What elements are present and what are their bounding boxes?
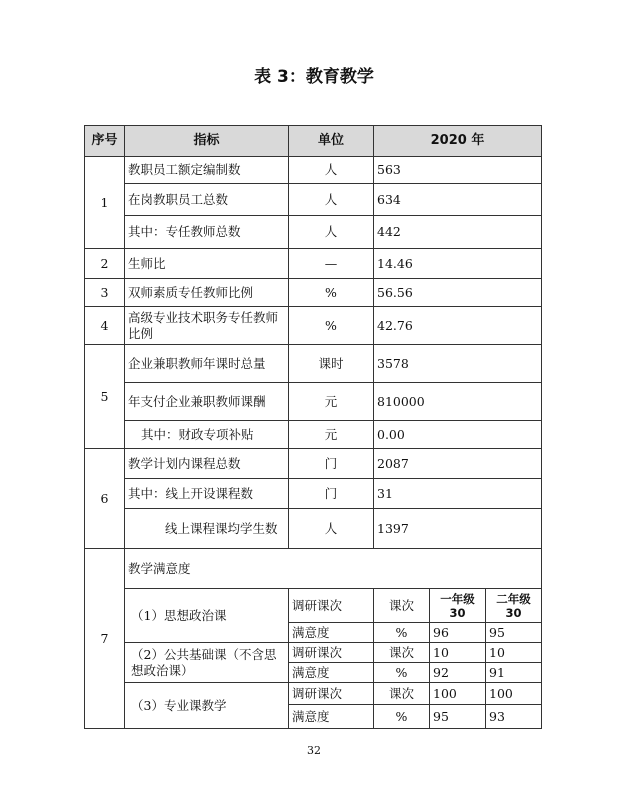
- metric-label: 满意度: [289, 705, 374, 729]
- row-indicator: 线上课程课均学生数: [125, 509, 289, 549]
- grade1-header: 一年级30: [430, 589, 486, 623]
- satisfaction-heading: 教学满意度: [125, 549, 542, 589]
- metric-unit: %: [374, 663, 430, 683]
- row-unit: 人: [289, 216, 374, 249]
- table-row: [85, 216, 542, 249]
- grade1-value: 100: [430, 683, 486, 705]
- row-unit: 课时: [289, 345, 374, 383]
- satisfaction-heading-row: [85, 549, 542, 589]
- row-unit: —: [289, 249, 374, 279]
- table-row: [85, 249, 542, 279]
- course-name: （2）公共基础课（不含思想政治课）: [125, 643, 289, 683]
- row-unit: %: [289, 279, 374, 307]
- row-value: 442: [374, 216, 542, 249]
- row-unit: 门: [289, 479, 374, 509]
- row-indicator: 其中：财政专项补贴: [125, 421, 289, 449]
- grade2-header: 二年级30: [486, 589, 542, 623]
- grade1-value: 96: [430, 623, 486, 643]
- row-indicator: 其中：线上开设课程数: [125, 479, 289, 509]
- course-name: （3）专业课教学: [125, 683, 289, 729]
- metric-unit: 课次: [374, 643, 430, 663]
- table-row: [85, 279, 542, 307]
- table-row: [85, 383, 542, 421]
- row-value: 2087: [374, 449, 542, 479]
- row-indicator: 教职员工额定编制数: [125, 157, 289, 184]
- table-row: [85, 345, 542, 383]
- row-unit: 人: [289, 184, 374, 216]
- row-indicator: 生师比: [125, 249, 289, 279]
- table-row: [85, 307, 542, 345]
- row-seq: 3: [85, 279, 125, 307]
- grade2-value: 95: [486, 623, 542, 643]
- row-unit: %: [289, 307, 374, 345]
- row-indicator: 高级专业技术职务专任教师比例: [125, 307, 289, 345]
- row-value: 14.46: [374, 249, 542, 279]
- row-indicator: 双师素质专任教师比例: [125, 279, 289, 307]
- row-unit: 门: [289, 449, 374, 479]
- grade1-value: 95: [430, 705, 486, 729]
- row-value: 563: [374, 157, 542, 184]
- course-name: （1）思想政治课: [125, 589, 289, 643]
- table-row: [85, 157, 542, 184]
- row-value: 31: [374, 479, 542, 509]
- row-value: 56.56: [374, 279, 542, 307]
- table-row: [85, 479, 542, 509]
- row-indicator: 在岗教职员工总数: [125, 184, 289, 216]
- grade1-value: 10: [430, 643, 486, 663]
- row-seq: 4: [85, 307, 125, 345]
- grade1-value: 92: [430, 663, 486, 683]
- row-value: 3578: [374, 345, 542, 383]
- table-row: [85, 589, 542, 623]
- metric-label: 调研课次: [289, 643, 374, 663]
- header-row: [85, 126, 542, 157]
- grade2-value: 91: [486, 663, 542, 683]
- grade2-value: 93: [486, 705, 542, 729]
- row-seq: 6: [85, 449, 125, 549]
- table-row: [85, 449, 542, 479]
- metric-unit: 课次: [374, 589, 430, 623]
- row-seq: 5: [85, 345, 125, 449]
- row-indicator: 教学计划内课程总数: [125, 449, 289, 479]
- row-value: 634: [374, 184, 542, 216]
- row-value: 0.00: [374, 421, 542, 449]
- table-row: [85, 509, 542, 549]
- row-seq: 7: [85, 549, 125, 729]
- metric-label: 满意度: [289, 663, 374, 683]
- teaching-table: [84, 125, 542, 729]
- header-unit: 单位: [289, 126, 374, 157]
- metric-unit: 课次: [374, 683, 430, 705]
- metric-unit: %: [374, 705, 430, 729]
- row-indicator: 其中：专任教师总数: [125, 216, 289, 249]
- row-indicator: 企业兼职教师年课时总量: [125, 345, 289, 383]
- metric-label: 满意度: [289, 623, 374, 643]
- table-row: [85, 643, 542, 663]
- row-value: 42.76: [374, 307, 542, 345]
- row-seq: 1: [85, 157, 125, 249]
- page-title: 表 3：教育教学: [254, 67, 374, 87]
- row-value: 810000: [374, 383, 542, 421]
- row-value: 1397: [374, 509, 542, 549]
- grade2-value: 10: [486, 643, 542, 663]
- row-unit: 人: [289, 509, 374, 549]
- grade2-value: 100: [486, 683, 542, 705]
- header-seq: 序号: [85, 126, 125, 157]
- metric-label: 调研课次: [289, 589, 374, 623]
- metric-unit: %: [374, 623, 430, 643]
- metric-label: 调研课次: [289, 683, 374, 705]
- row-seq: 2: [85, 249, 125, 279]
- row-indicator: 年支付企业兼职教师课酬: [125, 383, 289, 421]
- table-row: [85, 184, 542, 216]
- row-unit: 元: [289, 421, 374, 449]
- header-indicator: 指标: [125, 126, 289, 157]
- page-number: 32: [307, 744, 321, 757]
- header-year: 2020 年: [374, 126, 542, 157]
- row-unit: 人: [289, 157, 374, 184]
- table-row: [85, 683, 542, 705]
- row-unit: 元: [289, 383, 374, 421]
- table-row: [85, 421, 542, 449]
